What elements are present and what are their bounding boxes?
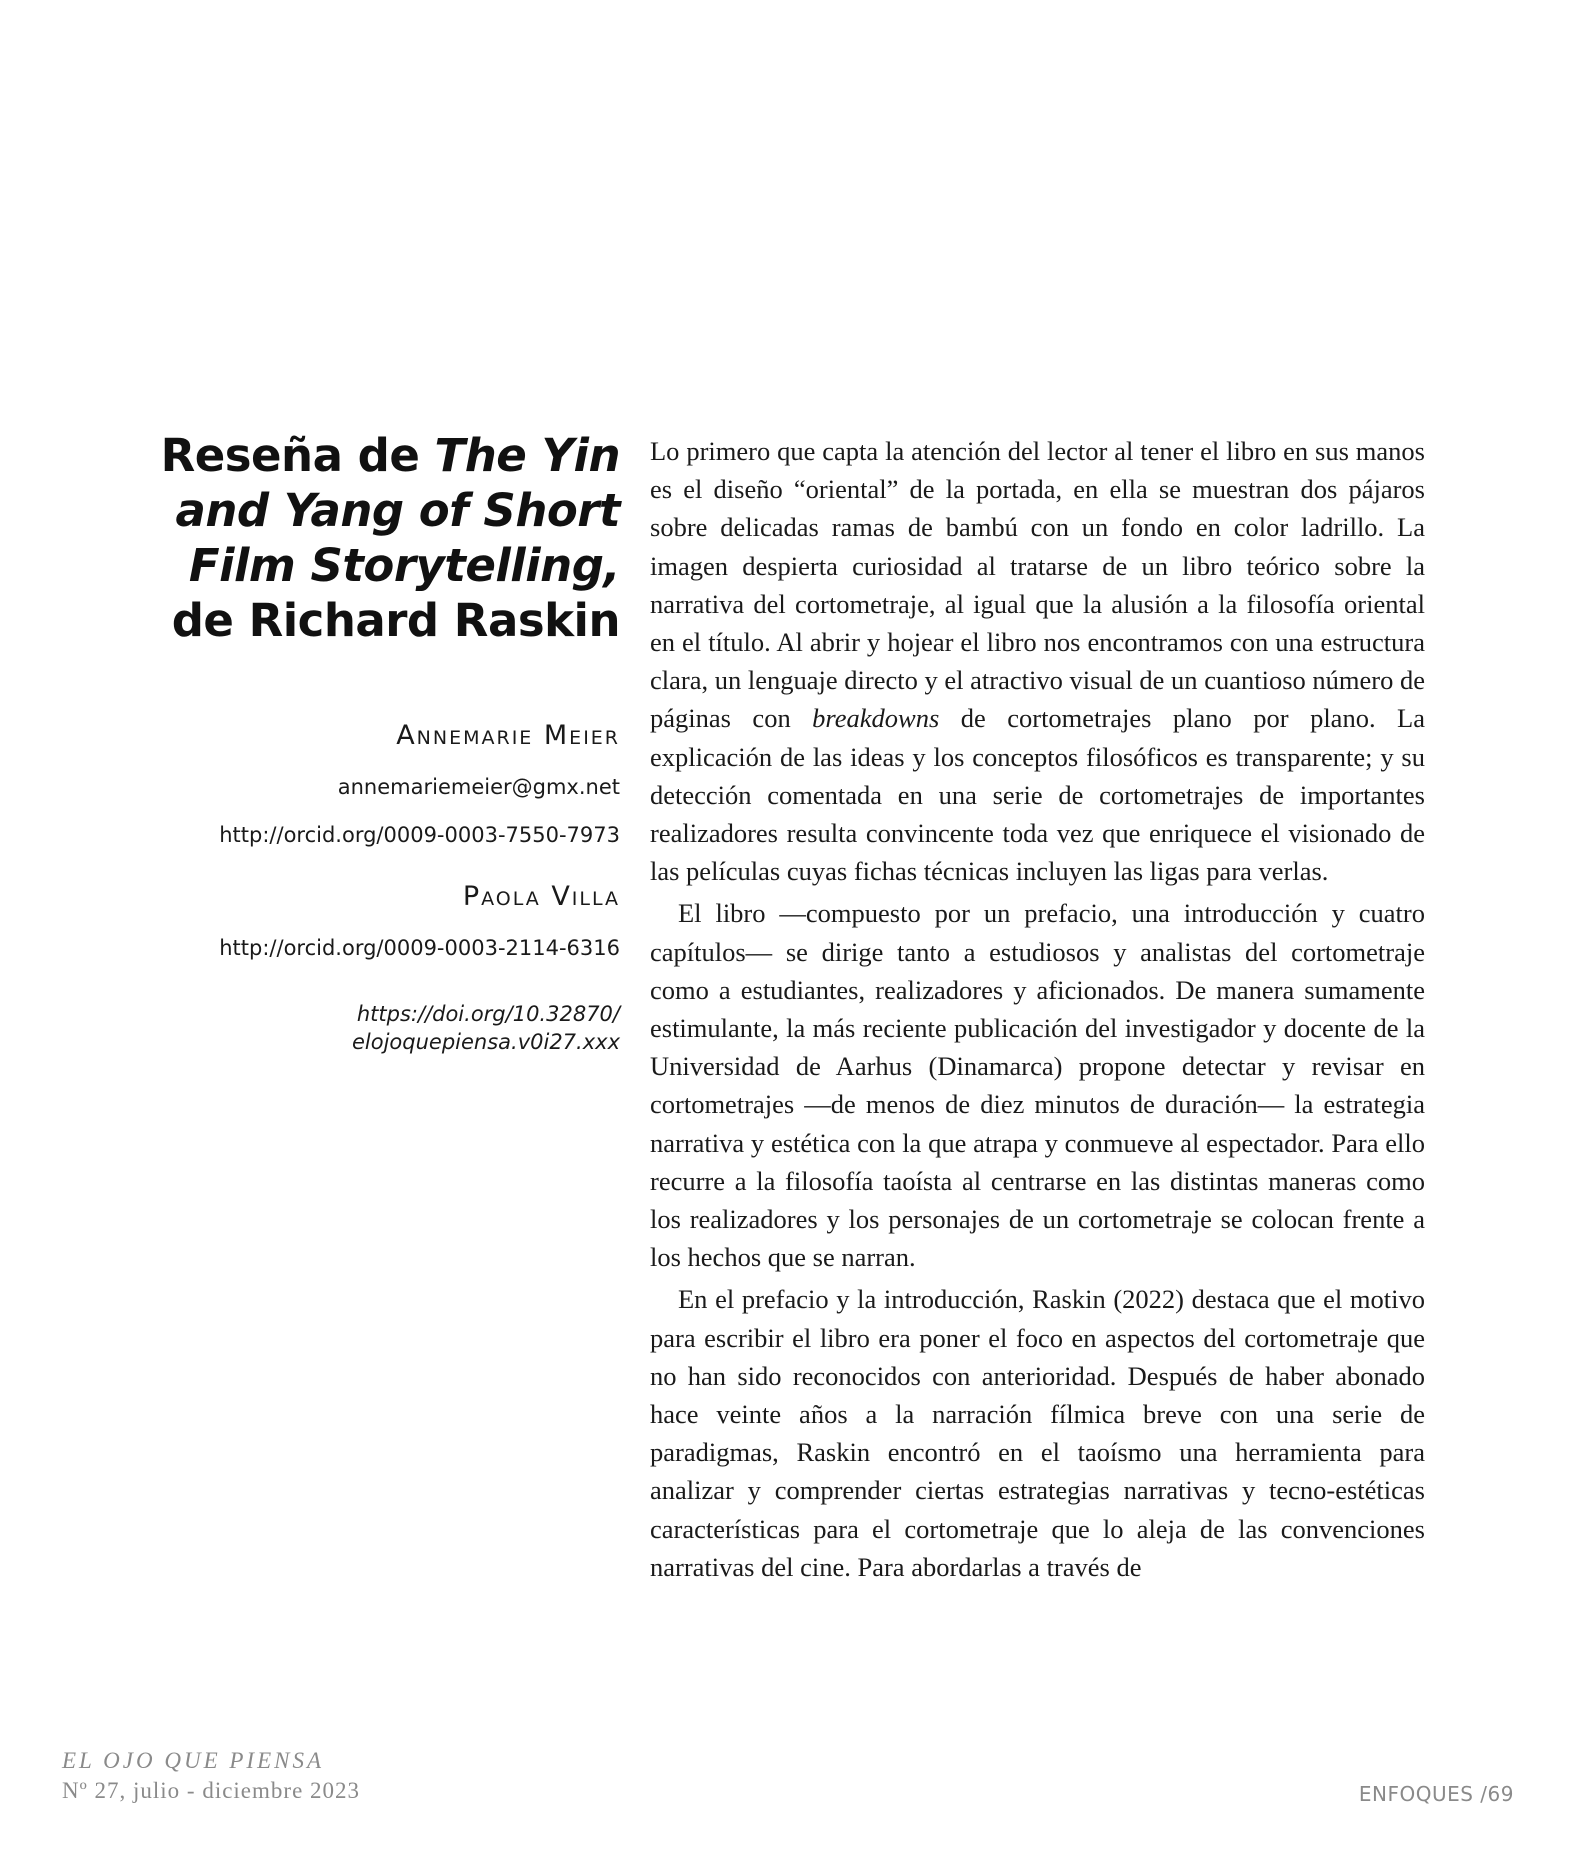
article-title — [150, 428, 620, 648]
paragraph-1-part-b: de cortometrajes plano por plano. La explicación de las ideas y los conceptos filosóficos es transparente; y su detección comentada en una serie de cortometrajes de importantes realizadores resulta convincente toda vez que enriquece el visionado de las películas cuyas fichas técnicas incluyen las ligas para verlas. — [650, 703, 1425, 887]
title-line-4: de Richard Raskin — [171, 594, 620, 647]
paragraph-2: El libro —compuesto por un prefacio, una introducción y cuatro capítulos— se dirige tanto a estudiosos y analistas del cortometraje como a estudiantes, realizadores y aficionados. De manera sumamente estimulante, la más reciente publicación del investigador y docente de la Universidad de Aarhus (Dinamarca) propone detectar y revisar en cortometrajes —de menos de diez minutos de duración— la estrategia narrativa y estética con la que atrapa y conmueve al espectador. Para ello recurre a la filosofía taoísta al centrarse en las distintas maneras como los realizadores y los personajes de un cortometraje se colocan frente a los hechos que se narran. — [650, 898, 1425, 1273]
author-name-2: Paola Villa — [462, 881, 620, 912]
article-body — [650, 432, 1425, 1586]
author-orcid-2[interactable]: http://orcid.org/0009-0003-2114-6316 — [219, 936, 620, 960]
title-prefix: Reseña de — [160, 429, 435, 482]
paragraph-3: En el prefacio y la introducción, Raskin (2022) destaca que el motivo para escribir el libro era poner el foco en aspectos del cortometraje que no han sido reconocidos con anterioridad. Después de haber abonado hace veinte años a la narración fílmica breve con una serie de paradigmas, Raskin encontró en el taoísmo una herramienta para analizar y comprender ciertas estrategias narrativas y tecno-estéticas características para el cortometraje que lo aleja de las convenciones narrativas del cine. Para abordarlas a través de — [650, 1284, 1425, 1582]
doi-link[interactable] — [150, 1000, 620, 1056]
article-header — [150, 428, 620, 1056]
title-italic-1: The Yin — [434, 429, 620, 482]
footer-section-page: ENFOQUES /69 — [1358, 1782, 1514, 1806]
footer-journal — [62, 1748, 360, 1804]
author-email-1[interactable]: annemariemeier@gmx.net — [337, 775, 620, 799]
paragraph-1-part-a: Lo primero que capta la atención del lector al tener el libro en sus manos es el diseño “oriental” de la portada, en ella se muestran dos pájaros sobre delicadas ramas de bambú con un fondo en color ladrillo. La imagen despierta curiosidad al tratarse de un libro teórico sobre la narrativa del cortometraje, al igual que la alusión a la filosofía oriental en el título. Al abrir y hojear el libro nos encontramos con una estructura clara, un lenguaje directo y el atractivo visual de un cuantioso número de páginas con — [650, 436, 1425, 734]
paragraph-1 — [650, 432, 1425, 890]
title-italic-2: and Yang of Short — [175, 484, 620, 537]
journal-issue: Nº 27, julio - diciembre 2023 — [62, 1778, 361, 1803]
doi-line-1: https://doi.org/10.32870/ — [356, 1002, 620, 1026]
title-italic-3: Film Storytelling, — [188, 539, 620, 592]
author-name-1: Annemarie Meier — [396, 720, 620, 751]
doi-line-2: elojoquepiensa.v0i27.xxx — [351, 1030, 620, 1054]
journal-title: EL OJO QUE PIENSA — [62, 1748, 325, 1773]
paragraph-1-emphasis: breakdowns — [812, 703, 940, 734]
author-orcid-1[interactable]: http://orcid.org/0009-0003-7550-7973 — [219, 823, 620, 847]
